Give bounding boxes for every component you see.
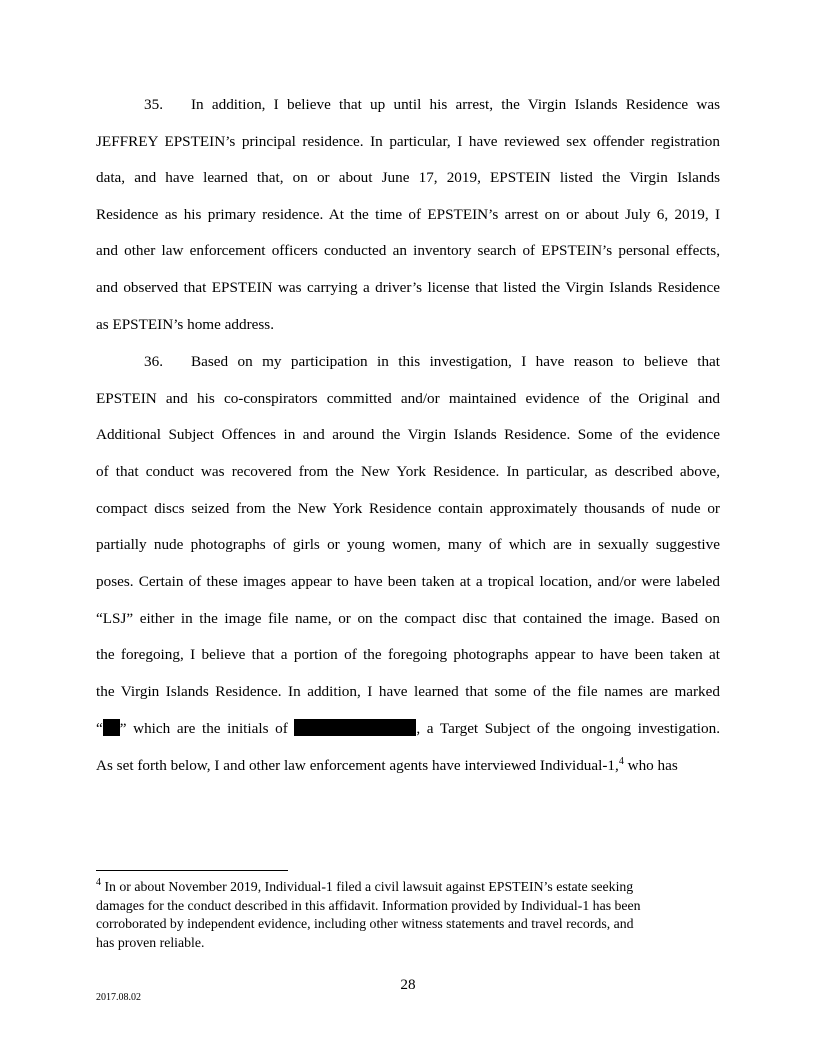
- paragraph-number: 36.: [144, 353, 163, 370]
- footnote-marker: 4: [96, 877, 101, 888]
- paragraph-35-line-6: and observed that EPSTEIN was carrying a driver’s license that listed the Virgin Islands Residence: [96, 279, 720, 296]
- paragraph-36-line-8: “LSJ” either in the image file name, or on the compact disc that contained the image. Based on: [96, 610, 720, 627]
- paragraph-35-line-1: 35. In addition, I believe that up until his arrest, the Virgin Islands Residence was: [144, 96, 720, 113]
- document-code: 2017.08.02: [96, 992, 141, 1003]
- redacted-name: [294, 719, 416, 736]
- footnote-line-4: has proven reliable.: [96, 935, 205, 950]
- footnote-reference: 4: [618, 756, 624, 767]
- paragraph-35-line-4: Residence as his primary residence. At the time of EPSTEIN’s arrest on or about July 6, 2019, I: [96, 206, 720, 223]
- paragraph-36-line-12: As set forth below, I and other law enforcement agents have interviewed Individual-1,$^4$ who has: [96, 756, 678, 774]
- paragraph-36-line-10: the Virgin Islands Residence. In addition, I have learned that some of the file names are marked: [96, 683, 720, 700]
- paragraph-36-line-11: “ ” which are the initials of , a Target Subject of the ongoing investigation.: [96, 720, 721, 737]
- redacted-initials: [103, 719, 120, 736]
- paragraph-36-line-4: of that conduct was recovered from the New York Residence. In particular, as described above,: [96, 463, 720, 480]
- footnote-line-1: $^4$ In or about November 2019, Individual-1 filed a civil lawsuit against EPSTEIN’s estate seeking: [96, 877, 634, 894]
- paragraph-number: 35.: [144, 96, 163, 113]
- paragraph-36-line-5: compact discs seized from the New York Residence contain approximately thousands of nude or: [96, 500, 720, 517]
- paragraph-36-line-7: poses. Certain of these images appear to have been taken at a tropical location, and/or were labeled: [96, 573, 720, 590]
- footnote-line-2: damages for the conduct described in this affidavit. Information provided by Individual-1 has been: [96, 898, 641, 913]
- paragraph-36-line-1: 36. Based on my participation in this investigation, I have reason to believe that: [144, 353, 720, 370]
- footnote-divider: [96, 870, 288, 871]
- paragraph-36-line-9: the foregoing, I believe that a portion of the foregoing photographs appear to have been taken at: [96, 646, 720, 663]
- paragraph-36-line-6: partially nude photographs of girls or young women, many of which are in sexually suggestive: [96, 536, 720, 553]
- paragraph-35-line-7: as EPSTEIN’s home address.: [96, 316, 275, 333]
- footnote-line-3: corroborated by independent evidence, including other witness statements and travel records, and: [96, 916, 634, 931]
- page-number: 28: [400, 976, 416, 993]
- paragraph-36-line-3: Additional Subject Offences in and around the Virgin Islands Residence. Some of the evidence: [96, 426, 720, 443]
- paragraph-35-line-5: and other law enforcement officers conducted an inventory search of EPSTEIN’s personal effects,: [96, 242, 720, 259]
- paragraph-35-line-3: data, and have learned that, on or about June 17, 2019, EPSTEIN listed the Virgin Islands: [96, 169, 720, 186]
- paragraph-35-line-2: JEFFREY EPSTEIN’s principal residence. In particular, I have reviewed sex offender registration: [96, 133, 720, 150]
- paragraph-36-line-2: EPSTEIN and his co-conspirators committed and/or maintained evidence of the Original and: [96, 390, 720, 407]
